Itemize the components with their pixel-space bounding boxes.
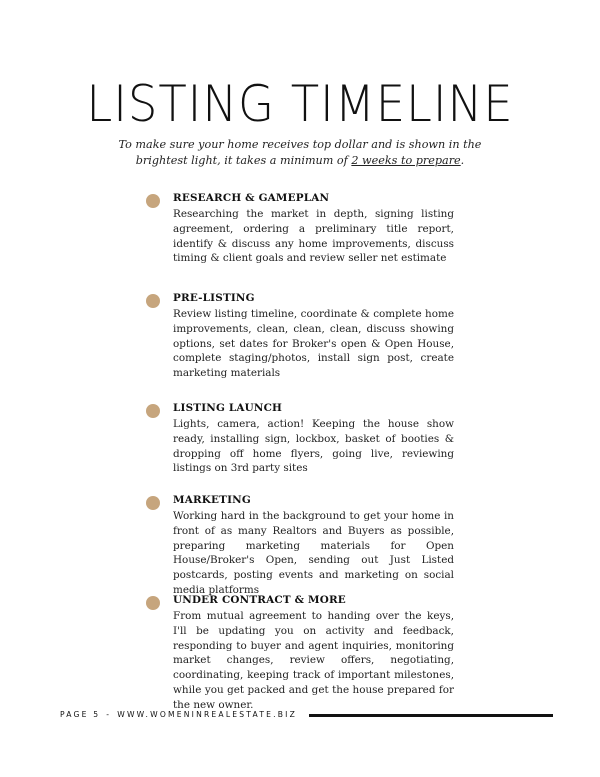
step-title: UNDER CONTRACT & MORE	[173, 594, 346, 606]
website-link[interactable]: WWW.WOMENINREALESTATE.BIZ	[117, 710, 298, 719]
step-description: From mutual agreement to handing over the keys, I'll be updating you on activity and feedback, responding to buyer and agent inquiries, monitoring market changes, review offers, negotiating, coordinating, keeping track of important milestones, while you get packed and get the house prepared for the new owner.	[173, 610, 454, 711]
step-title: PRE-LISTING	[173, 292, 255, 304]
page-number: PAGE 5	[60, 710, 101, 719]
footer-rule	[309, 714, 553, 717]
page-subtitle	[95, 137, 505, 169]
bullet-dot-icon	[146, 596, 160, 610]
subtitle-text: To make sure your home receives top dollar and is shown in the brightest light, it takes a minimum of	[118, 138, 482, 167]
bullet-dot-icon	[146, 496, 160, 510]
subtitle-end: .	[460, 154, 465, 167]
bullet-dot-icon	[146, 404, 160, 418]
step-title: LISTING LAUNCH	[173, 402, 283, 414]
page-title: LISTING TIMELINE	[86, 75, 514, 133]
step-description: Researching the market in depth, signing listing agreement, ordering a preliminary title report, identify & discuss any home improvements, discuss timing & client goals and review seller net estimate	[173, 208, 454, 265]
step-title: MARKETING	[173, 494, 251, 506]
page-footer	[60, 710, 297, 719]
step-description: Working hard in the background to get your home in front of as many Realtors and Buyers as possible, preparing marketing materials for Open House/Broker's Open, sending out Just Listed postcards, posting events and marketing on social media platforms	[173, 510, 454, 596]
step-description: Review listing timeline, coordinate & complete home improvements, clean, clean, clean, discuss showing options, set dates for Broker's open & Open House, complete staging/photos, install sign post, create marketing materials	[173, 308, 454, 380]
bullet-dot-icon	[146, 194, 160, 208]
footer-separator: -	[106, 710, 112, 719]
bullet-dot-icon	[146, 294, 160, 308]
step-description: Lights, camera, action! Keeping the house show ready, installing sign, lockbox, basket of booties & dropping off home flyers, going live, reviewing listings on 3rd party sites	[173, 418, 454, 475]
subtitle-emphasis: 2 weeks to prepare	[351, 154, 461, 167]
step-title: RESEARCH & GAMEPLAN	[173, 192, 330, 204]
